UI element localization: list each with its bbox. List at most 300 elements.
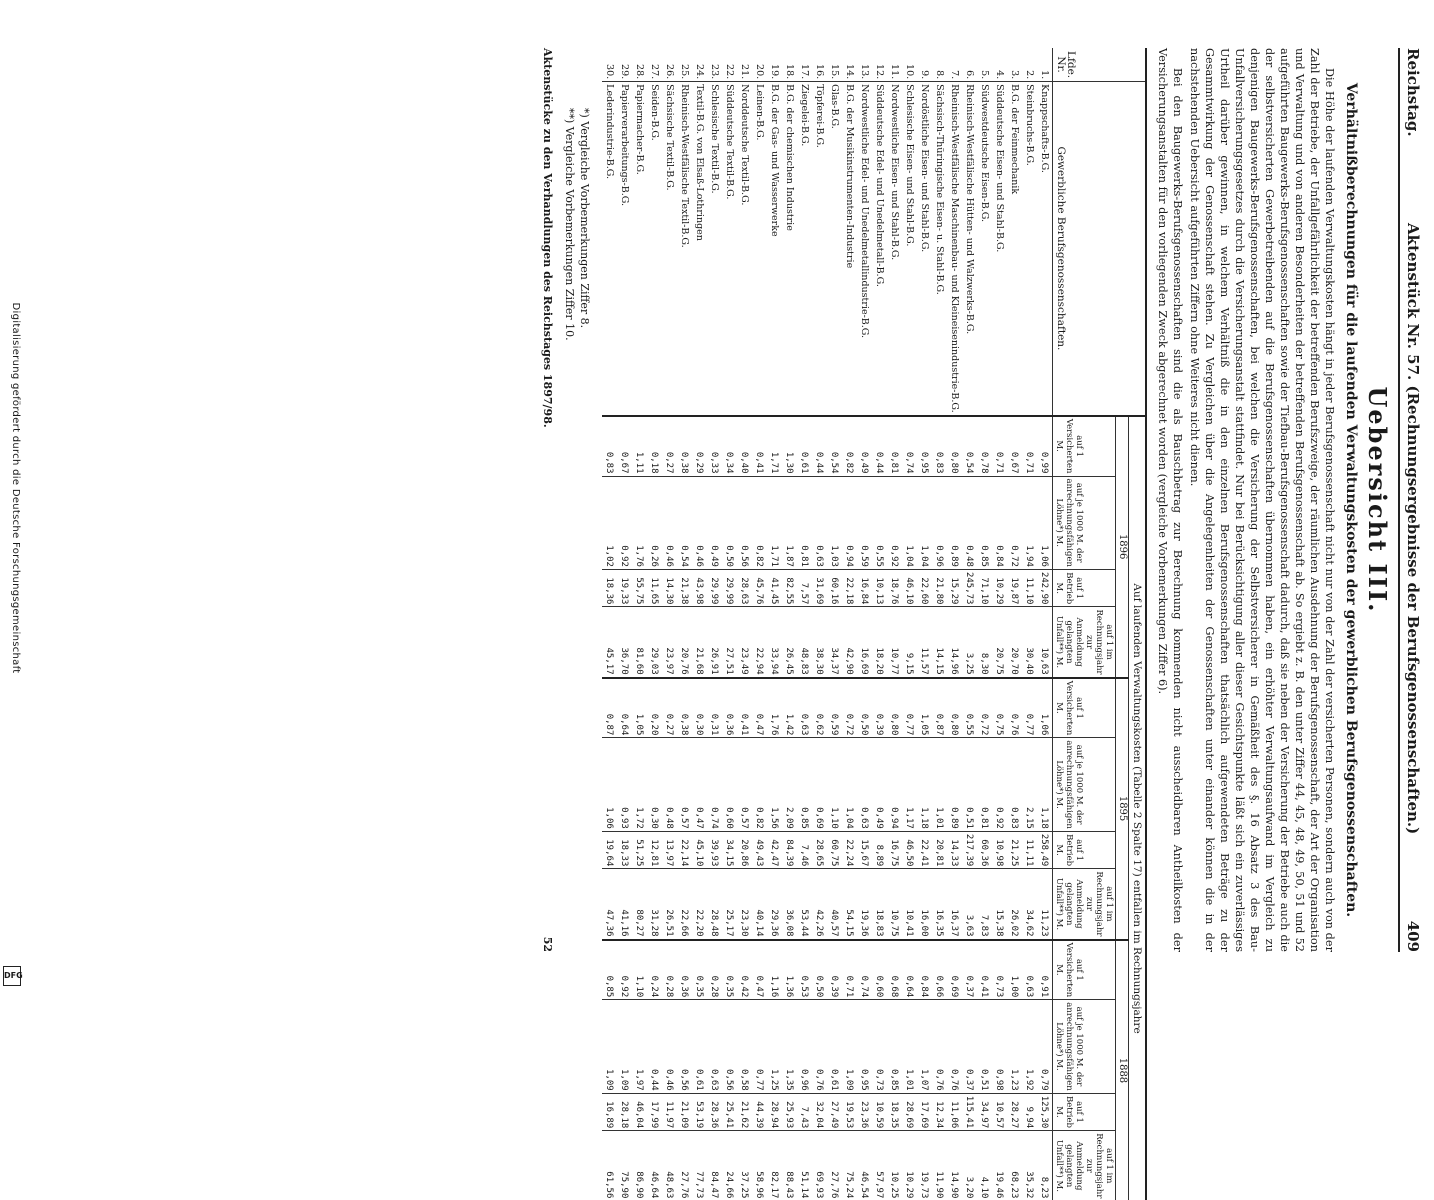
table-cell: 0,48 bbox=[662, 738, 677, 831]
table-cell: 3,20 bbox=[962, 1131, 977, 1200]
table-cell: 20,86 bbox=[737, 831, 752, 869]
table-cell: 0,53 bbox=[797, 940, 812, 1000]
table-cell: 258,49 bbox=[1037, 831, 1053, 869]
table-cell: 26,02 bbox=[1007, 869, 1022, 940]
page-number: 409 bbox=[1404, 921, 1422, 952]
table-cell: 0,81 bbox=[797, 476, 812, 569]
row-name: Norddeutsche Textil-B.G. bbox=[737, 82, 752, 416]
row-name: Süddeutsche Eisen- und Stahl-B.G. bbox=[992, 82, 1007, 416]
table-row bbox=[1037, 48, 1053, 1200]
table-cell: 1,97 bbox=[632, 1000, 647, 1093]
table-cell: 8,89 bbox=[872, 831, 887, 869]
table-row bbox=[632, 48, 647, 1200]
table-cell: 41,45 bbox=[767, 569, 782, 607]
table-cell: 0,87 bbox=[932, 678, 947, 738]
table-cell: 0,42 bbox=[737, 940, 752, 1000]
table-cell: 1,94 bbox=[1022, 476, 1037, 569]
table-cell: 16,35 bbox=[932, 869, 947, 940]
sub-header: auf je 1000 M. der anrechnungsfähigen Löhne*) M. bbox=[1053, 738, 1116, 831]
table-cell: 21,80 bbox=[932, 569, 947, 607]
table-row bbox=[857, 48, 872, 1200]
row-number: 1. bbox=[1037, 48, 1053, 82]
footnote: *) Vergleiche Vorbemerkungen Ziffer 8. bbox=[577, 108, 592, 952]
table-cell: 49,43 bbox=[752, 831, 767, 869]
table-cell: 15,67 bbox=[857, 831, 872, 869]
table-cell: 0,41 bbox=[752, 416, 767, 476]
table-cell: 23,30 bbox=[737, 869, 752, 940]
table-cell: 1,92 bbox=[1022, 1000, 1037, 1093]
table-cell: 36,08 bbox=[782, 869, 797, 940]
row-number: 9. bbox=[917, 48, 932, 82]
table-cell: 0,72 bbox=[842, 678, 857, 738]
table-cell: 86,90 bbox=[632, 1131, 647, 1200]
table-cell: 0,39 bbox=[827, 940, 842, 1000]
table-cell: 14,30 bbox=[662, 569, 677, 607]
row-number: 6. bbox=[962, 48, 977, 82]
table-cell: 28,36 bbox=[707, 1093, 722, 1131]
row-name: Nordwestliche Eisen- und Stahl-B.G. bbox=[887, 82, 902, 416]
table-cell: 16,00 bbox=[917, 869, 932, 940]
footnotes bbox=[562, 48, 592, 952]
table-cell: 1,23 bbox=[1007, 1000, 1022, 1093]
table-cell: 0,67 bbox=[617, 416, 632, 476]
header-title: Aktenstück Nr. 57. (Rechnungsergebnisse der Berufsgenossenschaften.) bbox=[1404, 137, 1422, 921]
table-cell: 0,76 bbox=[932, 1000, 947, 1093]
table-cell: 69,93 bbox=[812, 1131, 827, 1200]
table-cell: 11,65 bbox=[647, 569, 662, 607]
table-cell: 0,73 bbox=[992, 940, 1007, 1000]
table-cell: 17,69 bbox=[917, 1093, 932, 1131]
row-number: 13. bbox=[857, 48, 872, 82]
row-number: 16. bbox=[812, 48, 827, 82]
table-cell: 41,16 bbox=[617, 869, 632, 940]
table-cell: 0,61 bbox=[692, 1000, 707, 1093]
table-cell: 27,49 bbox=[827, 1093, 842, 1131]
table-cell: 28,94 bbox=[767, 1093, 782, 1131]
row-number: 3. bbox=[1007, 48, 1022, 82]
table-cell: 34,37 bbox=[827, 607, 842, 678]
table-cell: 0,61 bbox=[827, 1000, 842, 1093]
table-row bbox=[782, 48, 797, 1200]
intro-paragraph: Die Höhe der laufenden Verwaltungskosten hängt in jeder Berufsgenossenschaft nicht nur von der Zahl der versicherten Personen, sondern auch von der Zahl der Betriebe, der Unfallgefährlichkeit der betreffenden Berufszweige, der räumlichen Ausdehnung der Berufsgenossenschaft, der Art der Organisation und Verwaltung und von anderen Besonderheiten der betreffenden Berufsgenossenschaft ab. So ergiebt z. B. den unter Ziffer 44, 45, 48, 49, 50, 51 und 52 aufgeführten Baugewerks-Berufsgenossenschaften sowie der Tiefbau-Berufsgenossenschaft dadurch, daß sie neben der Versicherung der Betriebe auch die der selbstversicherten Gewerbetreibenden auf die Berufsgenossenschaften übernommen haben, ein erhöhter Verwaltungsaufwand im Vergleich zu denjenigen Baugewerks-Berufsgenossenschaften, bei welchen die Versicherung der Selbstversicherer in Gemäßheit des §. 16 Absatz 3 des Bau-Unfallversicherungsgesetzes durch die Versicherungsanstalt stattfindet. Nur bei Berücksichtigung aller dieser Gesichtspunkte läßt sich ein zuverlässiges Urtheil darüber gewinnen, in welchem Verhältniß die in den einzelnen Berufsgenossenschaften thatsächlich aufgewendeten Beträge zu der Gesammtwirkung der Genossenschaft stehen. Zu Vergleichen über die Angelegenheiten der Genossenschaften unter einander können die in der nachstehenden Uebersicht aufgeführten Ziffern ohne Weiteres nicht dienen. bbox=[1187, 48, 1337, 952]
sub-header: auf 1 Versicherten M. bbox=[1053, 416, 1116, 476]
table-cell: 0,49 bbox=[857, 416, 872, 476]
table-cell: 29,99 bbox=[707, 569, 722, 607]
table-cell: 10,57 bbox=[992, 1093, 1007, 1131]
sub-header: auf 1 Versicherten M. bbox=[1053, 940, 1116, 1000]
table-cell: 0,58 bbox=[737, 1000, 752, 1093]
row-name: Papierverarbeitungs-B.G. bbox=[617, 82, 632, 416]
table-cell: 1,42 bbox=[782, 678, 797, 738]
table-cell: 20,75 bbox=[992, 607, 1007, 678]
table-cell: 27,76 bbox=[827, 1131, 842, 1200]
table-cell: 0,47 bbox=[692, 738, 707, 831]
table-cell: 242,90 bbox=[1037, 569, 1053, 607]
table-cell: 0,63 bbox=[707, 1000, 722, 1093]
table-cell: 47,36 bbox=[602, 869, 617, 940]
table-cell: 0,56 bbox=[722, 1000, 737, 1093]
table-cell: 10,63 bbox=[1037, 607, 1053, 678]
table-row bbox=[737, 48, 752, 1200]
table-row bbox=[842, 48, 857, 1200]
table-row bbox=[917, 48, 932, 1200]
table-cell: 45,76 bbox=[752, 569, 767, 607]
table-cell: 10,29 bbox=[902, 1131, 917, 1200]
table-cell: 0,99 bbox=[1037, 416, 1053, 476]
table-cell: 19,33 bbox=[617, 569, 632, 607]
row-name: Glas-B.G. bbox=[827, 82, 842, 416]
table-cell: 14,90 bbox=[947, 1131, 962, 1200]
table-cell: 0,50 bbox=[857, 678, 872, 738]
table-cell: 217,39 bbox=[962, 831, 977, 869]
table-cell: 58,96 bbox=[752, 1131, 767, 1200]
table-cell: 0,89 bbox=[947, 476, 962, 569]
sub-header: auf 1 im Rechnungsjahr zur Anmeldung gelangten Unfall**) M. bbox=[1053, 869, 1116, 940]
table-cell: 0,92 bbox=[617, 940, 632, 1000]
table-cell: 0,78 bbox=[977, 416, 992, 476]
header-left: Reichstag. bbox=[1404, 48, 1422, 137]
table-cell: 0,31 bbox=[707, 678, 722, 738]
table-cell: 0,71 bbox=[842, 940, 857, 1000]
table-cell: 7,57 bbox=[797, 569, 812, 607]
row-number: 15. bbox=[827, 48, 842, 82]
table-cell: 12,34 bbox=[932, 1093, 947, 1131]
table-cell: 25,41 bbox=[722, 1093, 737, 1131]
table-row bbox=[962, 48, 977, 1200]
row-name: Leinen-B.G. bbox=[752, 82, 767, 416]
table-cell: 0,83 bbox=[932, 416, 947, 476]
row-name: B.G. der Feinmechanik bbox=[1007, 82, 1022, 416]
table-cell: 22,94 bbox=[752, 607, 767, 678]
table-cell: 0,49 bbox=[872, 738, 887, 831]
table-row bbox=[932, 48, 947, 1200]
table-cell: 0,20 bbox=[647, 678, 662, 738]
table-cell: 0,76 bbox=[812, 1000, 827, 1093]
table-cell: 0,56 bbox=[737, 476, 752, 569]
table-cell: 48,63 bbox=[662, 1131, 677, 1200]
table-cell: 0,28 bbox=[707, 940, 722, 1000]
table-cell: 0,64 bbox=[902, 940, 917, 1000]
table-cell: 2,15 bbox=[1022, 738, 1037, 831]
table-cell: 27,76 bbox=[677, 1131, 692, 1200]
table-cell: 1,09 bbox=[602, 1000, 617, 1093]
table-cell: 8,30 bbox=[977, 607, 992, 678]
table-cell: 1,25 bbox=[767, 1000, 782, 1093]
table-cell: 33,94 bbox=[767, 607, 782, 678]
table-cell: 0,72 bbox=[977, 678, 992, 738]
table-cell: 53,44 bbox=[797, 869, 812, 940]
table-cell: 1,04 bbox=[902, 476, 917, 569]
table-cell: 0,39 bbox=[872, 678, 887, 738]
table-cell: 46,04 bbox=[632, 1093, 647, 1131]
row-number: 4. bbox=[992, 48, 1007, 82]
table-cell: 1,10 bbox=[632, 940, 647, 1000]
row-number: 10. bbox=[902, 48, 917, 82]
table-row bbox=[617, 48, 632, 1200]
row-number: 25. bbox=[677, 48, 692, 82]
table-cell: 71,10 bbox=[977, 569, 992, 607]
row-number: 20. bbox=[752, 48, 767, 82]
row-number: 29. bbox=[617, 48, 632, 82]
row-number: 22. bbox=[722, 48, 737, 82]
table-cell: 0,47 bbox=[752, 678, 767, 738]
table-cell: 1,72 bbox=[632, 738, 647, 831]
running-header bbox=[1398, 48, 1422, 952]
table-cell: 46,10 bbox=[902, 569, 917, 607]
table-row bbox=[827, 48, 842, 1200]
row-name: B.G. der chemischen Industrie bbox=[782, 82, 797, 416]
table-cell: 61,56 bbox=[602, 1131, 617, 1200]
table-cell: 0,74 bbox=[902, 416, 917, 476]
table-cell: 19,87 bbox=[1007, 569, 1022, 607]
table-cell: 22,14 bbox=[677, 831, 692, 869]
table-cell: 0,37 bbox=[962, 940, 977, 1000]
table-cell: 22,66 bbox=[677, 869, 692, 940]
table-cell: 0,77 bbox=[902, 678, 917, 738]
table-cell: 0,87 bbox=[602, 678, 617, 738]
table-cell: 26,51 bbox=[662, 869, 677, 940]
table-cell: 0,63 bbox=[797, 678, 812, 738]
table-cell: 29,36 bbox=[767, 869, 782, 940]
table-cell: 20,76 bbox=[677, 607, 692, 678]
table-cell: 15,29 bbox=[947, 569, 962, 607]
table-cell: 0,28 bbox=[662, 940, 677, 1000]
table-row bbox=[947, 48, 962, 1200]
table-cell: 45,10 bbox=[692, 831, 707, 869]
row-number: 8. bbox=[932, 48, 947, 82]
table-cell: 1,71 bbox=[767, 416, 782, 476]
table-cell: 0,63 bbox=[812, 476, 827, 569]
table-row bbox=[1022, 48, 1037, 1200]
table-cell: 0,38 bbox=[677, 416, 692, 476]
table-cell: 0,85 bbox=[602, 940, 617, 1000]
row-number: 2. bbox=[1022, 48, 1037, 82]
table-cell: 77,73 bbox=[692, 1131, 707, 1200]
table-cell: 10,13 bbox=[872, 569, 887, 607]
table-cell: 0,84 bbox=[992, 476, 1007, 569]
table-cell: 0,80 bbox=[947, 678, 962, 738]
table-cell: 10,41 bbox=[902, 869, 917, 940]
table-cell: 1,16 bbox=[767, 940, 782, 1000]
table-cell: 0,48 bbox=[962, 476, 977, 569]
table-cell: 82,17 bbox=[767, 1131, 782, 1200]
sub-header: auf 1 Betrieb M. bbox=[1053, 1093, 1116, 1131]
row-name: B.G. der Musikinstrumenten-Industrie bbox=[842, 82, 857, 416]
table-cell: 34,62 bbox=[1022, 869, 1037, 940]
table-cell: 34,97 bbox=[977, 1093, 992, 1131]
table-cell: 1,06 bbox=[1037, 476, 1053, 569]
table-cell: 115,41 bbox=[962, 1093, 977, 1131]
table-cell: 16,75 bbox=[887, 831, 902, 869]
scan-sidebar bbox=[0, 0, 22, 1000]
table-cell: 0,44 bbox=[812, 416, 827, 476]
table-cell: 40,57 bbox=[827, 869, 842, 940]
row-number: 14. bbox=[842, 48, 857, 82]
row-name: Ziegelei-B.G. bbox=[797, 82, 812, 416]
table-cell: 0,80 bbox=[887, 678, 902, 738]
table-cell: 0,46 bbox=[692, 476, 707, 569]
table-cell: 11,06 bbox=[947, 1093, 962, 1131]
table-cell: 0,34 bbox=[722, 416, 737, 476]
table-cell: 0,69 bbox=[812, 738, 827, 831]
table-cell: 1,06 bbox=[1037, 678, 1053, 738]
table-cell: 0,27 bbox=[662, 416, 677, 476]
sub-header: auf 1 im Rechnungsjahr zur Anmeldung gelangten Unfall**) M. bbox=[1053, 1131, 1116, 1200]
table-cell: 28,18 bbox=[617, 1093, 632, 1131]
row-name: B.G. der Gas- und Wasserwerke bbox=[767, 82, 782, 416]
table-cell: 0,82 bbox=[842, 416, 857, 476]
heading: Uebersicht III. bbox=[1363, 48, 1392, 952]
table-cell: 10,59 bbox=[872, 1093, 887, 1131]
table-cell: 1,09 bbox=[617, 1000, 632, 1093]
table-cell: 11,23 bbox=[1037, 869, 1053, 940]
table-cell: 45,17 bbox=[602, 607, 617, 678]
row-name: Schlesische Eisen- und Stahl-B.G. bbox=[902, 82, 917, 416]
table-cell: 1,17 bbox=[902, 738, 917, 831]
table-cell: 0,92 bbox=[887, 476, 902, 569]
table-cell: 0,30 bbox=[647, 738, 662, 831]
table-row bbox=[887, 48, 902, 1200]
intro-paragraph: Bei den Baugewerks-Berufsgenossenschaften sind die als Bauschbetrag zur Berechnung kommenden nicht ausscheidbaren Antheilkosten der Versicherungsanstalten für den vorliegenden Zweck abgerechnet worden (vergleiche Vorbemerkungen Ziffer 6). bbox=[1155, 48, 1185, 952]
table-cell: 0,82 bbox=[752, 476, 767, 569]
table-cell: 19,53 bbox=[842, 1093, 857, 1131]
row-name: Nordöstliche Eisen- und Stahl-B.G. bbox=[917, 82, 932, 416]
table-cell: 0,57 bbox=[737, 738, 752, 831]
table-cell: 29,03 bbox=[647, 607, 662, 678]
table-cell: 0,85 bbox=[797, 738, 812, 831]
table-cell: 24,66 bbox=[722, 1131, 737, 1200]
table-cell: 28,63 bbox=[737, 569, 752, 607]
table-cell: 48,83 bbox=[797, 607, 812, 678]
table-cell: 19,36 bbox=[857, 869, 872, 940]
row-name: Süddeutsche Textil-B.G. bbox=[722, 82, 737, 416]
table-cell: 1,04 bbox=[842, 738, 857, 831]
table-cell: 1,76 bbox=[632, 476, 647, 569]
table-cell: 18,76 bbox=[887, 569, 902, 607]
table-cell: 0,36 bbox=[722, 678, 737, 738]
table-cell: 21,38 bbox=[677, 569, 692, 607]
table-cell: 40,14 bbox=[752, 869, 767, 940]
table-cell: 60,36 bbox=[977, 831, 992, 869]
table-cell: 0,41 bbox=[977, 940, 992, 1000]
table-cell: 21,09 bbox=[677, 1093, 692, 1131]
table-cell: 26,91 bbox=[707, 607, 722, 678]
table-cell: 0,74 bbox=[857, 940, 872, 1000]
table-cell: 23,36 bbox=[857, 1093, 872, 1131]
table-row bbox=[977, 48, 992, 1200]
table-cell: 0,47 bbox=[752, 940, 767, 1000]
col-header-no: Lfde. Nr. bbox=[1053, 48, 1147, 82]
table-cell: 0,85 bbox=[977, 476, 992, 569]
table-cell: 0,92 bbox=[992, 738, 1007, 831]
table-cell: 22,60 bbox=[917, 569, 932, 607]
table-cell: 0,73 bbox=[872, 1000, 887, 1093]
table-cell: 1,03 bbox=[827, 476, 842, 569]
table-cell: 11,57 bbox=[917, 607, 932, 678]
year-header: 1895 bbox=[1116, 678, 1129, 940]
table-cell: 0,89 bbox=[947, 738, 962, 831]
table-cell: 0,46 bbox=[662, 476, 677, 569]
table-cell: 10,77 bbox=[887, 607, 902, 678]
table-cell: 18,35 bbox=[887, 1093, 902, 1131]
table-row bbox=[692, 48, 707, 1200]
digitization-credit: Digitalisierung gefördert durch die Deutsche Forschungsgemeinschaft bbox=[5, 13, 21, 963]
row-number: 17. bbox=[797, 48, 812, 82]
table-cell: 0,46 bbox=[662, 1000, 677, 1093]
table-cell: 0,54 bbox=[677, 476, 692, 569]
table-cell: 0,59 bbox=[857, 476, 872, 569]
table-cell: 16,37 bbox=[947, 869, 962, 940]
super-header: Auf laufenden Verwaltungskosten (Tabelle 2 Spalte 17) entfallen im Rechnungsjahre bbox=[1129, 416, 1147, 1200]
table-cell: 1,02 bbox=[602, 476, 617, 569]
table-cell: 80,27 bbox=[632, 869, 647, 940]
table-cell: 0,35 bbox=[692, 940, 707, 1000]
table-body bbox=[602, 48, 1053, 1200]
table-cell: 0,37 bbox=[962, 1000, 977, 1093]
sub-header: auf 1 Versicherten M. bbox=[1053, 678, 1116, 738]
row-name: Rheinisch-Westfälische Hütten- und Walzwerks-B.G. bbox=[962, 82, 977, 416]
table-cell: 0,24 bbox=[647, 940, 662, 1000]
table-cell: 17,99 bbox=[647, 1093, 662, 1131]
table-cell: 0,66 bbox=[932, 940, 947, 1000]
sub-header: auf 1 Betrieb M. bbox=[1053, 569, 1116, 607]
table-cell: 245,73 bbox=[962, 569, 977, 607]
table-cell: 0,33 bbox=[707, 416, 722, 476]
table-cell: 0,68 bbox=[887, 940, 902, 1000]
table-row bbox=[707, 48, 722, 1200]
table-cell: 0,40 bbox=[737, 416, 752, 476]
table-row bbox=[797, 48, 812, 1200]
table-cell: 0,96 bbox=[797, 1000, 812, 1093]
table-row bbox=[812, 48, 827, 1200]
table-cell: 0,60 bbox=[722, 738, 737, 831]
table-cell: 16,69 bbox=[857, 607, 872, 678]
table-cell: 1,11 bbox=[632, 416, 647, 476]
table-cell: 42,47 bbox=[767, 831, 782, 869]
sub-header: auf je 1000 M. der anrechnungsfähigen Löhne*) M. bbox=[1053, 1000, 1116, 1093]
table-cell: 1,01 bbox=[932, 738, 947, 831]
table-cell: 18,33 bbox=[617, 831, 632, 869]
table-cell: 75,24 bbox=[842, 1131, 857, 1200]
table-cell: 0,36 bbox=[677, 940, 692, 1000]
row-name: Südwestdeutsche Eisen-B.G. bbox=[977, 82, 992, 416]
table-cell: 0,82 bbox=[752, 738, 767, 831]
table-cell: 0,41 bbox=[737, 678, 752, 738]
table-cell: 0,75 bbox=[992, 678, 1007, 738]
table-cell: 0,38 bbox=[677, 678, 692, 738]
table-row bbox=[677, 48, 692, 1200]
table-cell: 0,71 bbox=[992, 416, 1007, 476]
table-cell: 0,77 bbox=[752, 1000, 767, 1093]
table-cell: 34,15 bbox=[722, 831, 737, 869]
row-name: Seiden-B.G. bbox=[647, 82, 662, 416]
table-cell: 75,90 bbox=[617, 1131, 632, 1200]
table-cell: 28,48 bbox=[707, 869, 722, 940]
table-cell: 21,62 bbox=[737, 1093, 752, 1131]
table-cell: 22,18 bbox=[842, 569, 857, 607]
table-cell: 42,90 bbox=[842, 607, 857, 678]
table-cell: 0,83 bbox=[1007, 738, 1022, 831]
intro-text bbox=[1155, 48, 1337, 952]
table-cell: 1,30 bbox=[782, 416, 797, 476]
table-cell: 43,98 bbox=[692, 569, 707, 607]
table-cell: 0,74 bbox=[707, 738, 722, 831]
table-cell: 7,46 bbox=[797, 831, 812, 869]
table-cell: 19,46 bbox=[992, 1131, 1007, 1200]
table-cell: 20,81 bbox=[932, 831, 947, 869]
table-cell: 0,51 bbox=[977, 1000, 992, 1093]
table-cell: 51,25 bbox=[632, 831, 647, 869]
